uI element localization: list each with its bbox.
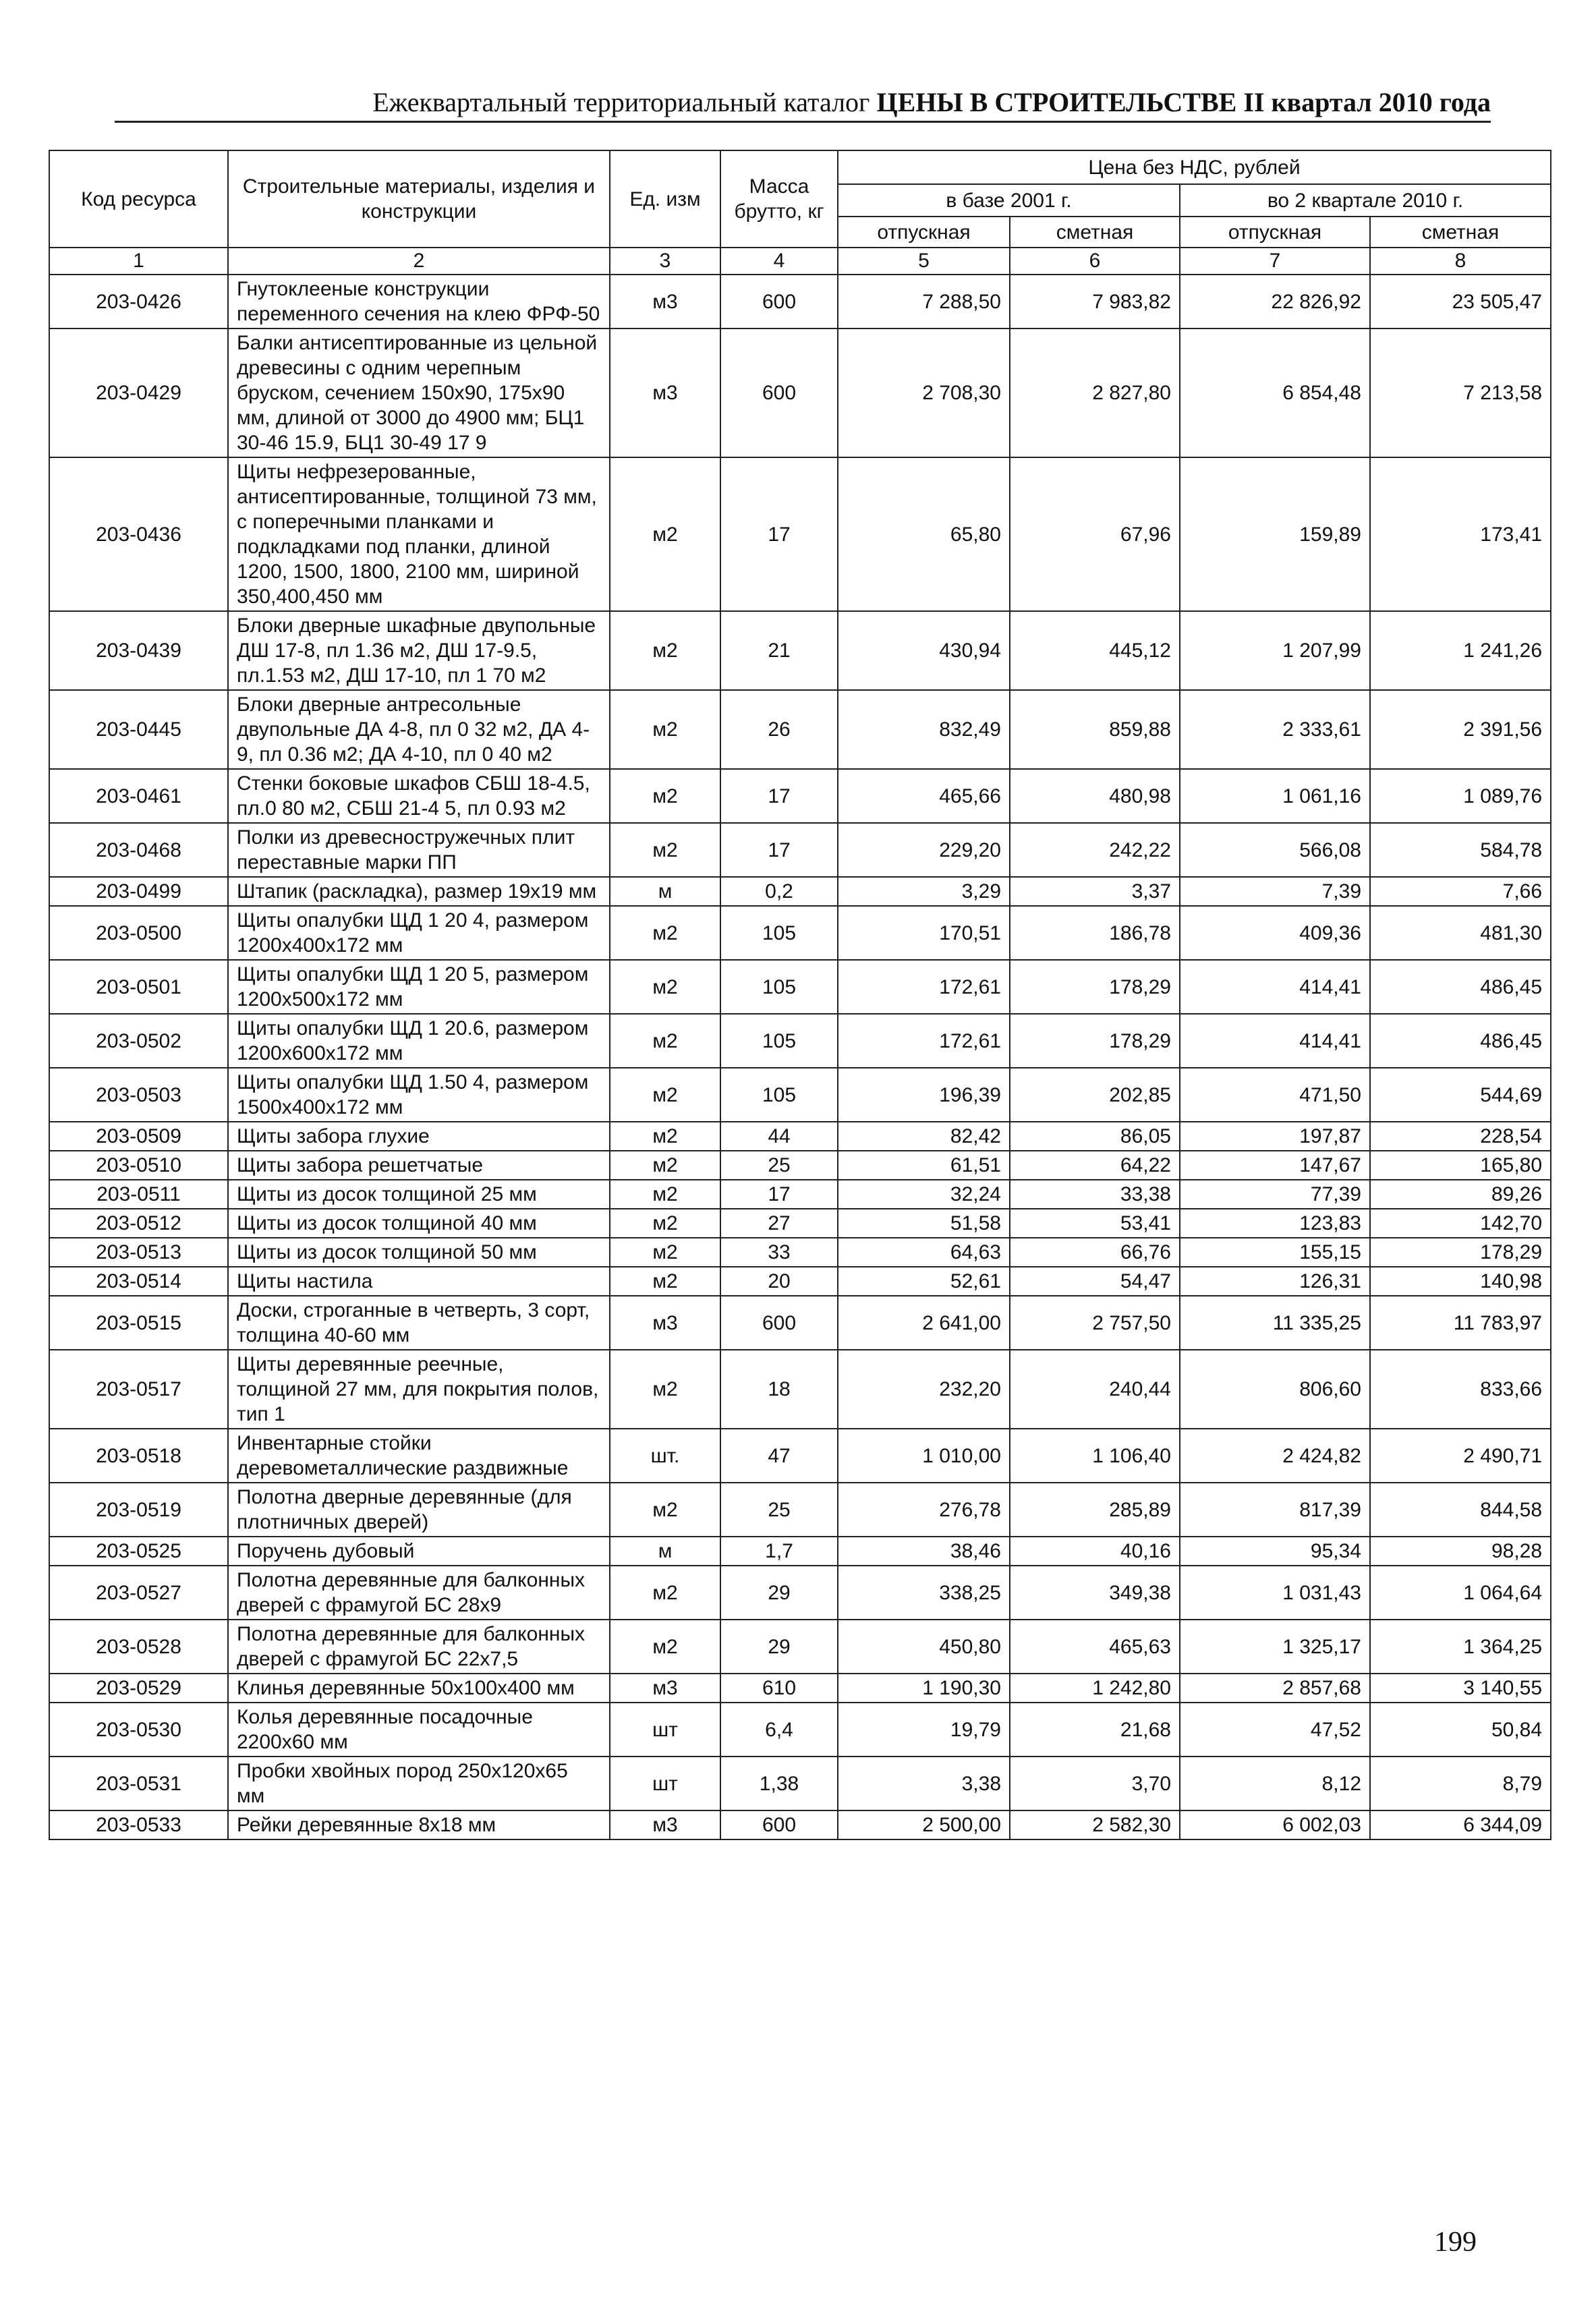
price-estimate-2001: 67,96 [1010,457,1180,611]
price-estimate-2010: 1 089,76 [1370,769,1551,823]
price-release-2010: 1 325,17 [1180,1620,1370,1674]
price-estimate-2001: 1 242,80 [1010,1674,1180,1703]
price-release-2001: 465,66 [838,769,1010,823]
resource-code: 203-0445 [49,690,228,769]
resource-code: 203-0426 [49,275,228,329]
column-number: 7 [1180,248,1370,275]
price-estimate-2001: 445,12 [1010,611,1180,690]
header-code: Код ресурса [49,150,228,248]
gross-mass: 17 [720,823,838,877]
price-release-2001: 2 708,30 [838,329,1010,457]
table-row [49,769,1551,823]
resource-code: 203-0436 [49,457,228,611]
resource-code: 203-0468 [49,823,228,877]
material-name: Полотна деревянные для балконных дверей с фрамугой БС 28х9 [228,1566,610,1620]
table-row [49,823,1551,877]
table-row [49,1429,1551,1483]
price-release-2010: 817,39 [1180,1483,1370,1537]
gross-mass: 47 [720,1429,838,1483]
material-name: Блоки дверные антресольные двупольные ДА 4-8, пл 0 32 м2, ДА 4-9, пл 0.36 м2; ДА 4-10, пл 0 40 м2 [228,690,610,769]
price-release-2010: 7,39 [1180,877,1370,906]
material-name: Полотна деревянные для балконных дверей с фрамугой БС 22х7,5 [228,1620,610,1674]
price-release-2001: 430,94 [838,611,1010,690]
resource-code: 203-0461 [49,769,228,823]
material-name: Щиты из досок толщиной 40 мм [228,1209,610,1238]
resource-code: 203-0499 [49,877,228,906]
price-release-2010: 47,52 [1180,1703,1370,1757]
page-header [115,86,1491,123]
material-name: Стенки боковые шкафов СБШ 18-4.5, пл.0 80 м2, СБШ 21-4 5, пл 0.93 м2 [228,769,610,823]
header-mass: Масса брутто, кг [720,150,838,248]
material-name: Полки из древесностружечных плит переставные марки ПП [228,823,610,877]
price-estimate-2010: 7 213,58 [1370,329,1551,457]
price-release-2010: 147,67 [1180,1151,1370,1180]
unit: м3 [610,1296,720,1350]
table-row [49,1238,1551,1267]
material-name: Гнутоклееные конструкции переменного сечения на клею ФРФ-50 [228,275,610,329]
header-release-2010: отпускная [1180,217,1370,248]
column-number: 2 [228,248,610,275]
table-row [49,1151,1551,1180]
price-release-2001: 3,29 [838,877,1010,906]
table-row [49,1122,1551,1151]
table-row [49,1014,1551,1068]
header-estimate-2001: сметная [1010,217,1180,248]
price-estimate-2001: 242,22 [1010,823,1180,877]
unit: шт [610,1703,720,1757]
price-release-2001: 65,80 [838,457,1010,611]
price-estimate-2010: 1 241,26 [1370,611,1551,690]
unit: м2 [610,1350,720,1429]
table-row [49,906,1551,960]
price-release-2001: 196,39 [838,1068,1010,1122]
resource-code: 203-0528 [49,1620,228,1674]
material-name: Клинья деревянные 50х100х400 мм [228,1674,610,1703]
price-estimate-2001: 859,88 [1010,690,1180,769]
table-row [49,611,1551,690]
price-release-2010: 6 002,03 [1180,1810,1370,1839]
unit: м2 [610,823,720,877]
resource-code: 203-0531 [49,1757,228,1810]
gross-mass: 610 [720,1674,838,1703]
price-estimate-2001: 202,85 [1010,1068,1180,1122]
unit: шт. [610,1429,720,1483]
price-release-2001: 229,20 [838,823,1010,877]
price-release-2001: 172,61 [838,1014,1010,1068]
price-release-2010: 123,83 [1180,1209,1370,1238]
price-release-2001: 32,24 [838,1180,1010,1209]
price-release-2001: 19,79 [838,1703,1010,1757]
header-prefix: Ежеквартальный территориальный каталог [372,87,870,117]
price-estimate-2010: 89,26 [1370,1180,1551,1209]
price-estimate-2010: 11 783,97 [1370,1296,1551,1350]
resource-code: 203-0527 [49,1566,228,1620]
price-estimate-2001: 40,16 [1010,1537,1180,1566]
price-estimate-2010: 7,66 [1370,877,1551,906]
gross-mass: 1,7 [720,1537,838,1566]
price-release-2001: 82,42 [838,1122,1010,1151]
unit: м2 [610,1151,720,1180]
price-release-2001: 1 190,30 [838,1674,1010,1703]
material-name: Щиты из досок толщиной 25 мм [228,1180,610,1209]
price-release-2010: 1 207,99 [1180,611,1370,690]
gross-mass: 0,2 [720,877,838,906]
unit: м3 [610,275,720,329]
table-row [49,1296,1551,1350]
column-number: 6 [1010,248,1180,275]
gross-mass: 17 [720,769,838,823]
price-release-2010: 8,12 [1180,1757,1370,1810]
unit: м2 [610,1122,720,1151]
table-row [49,1180,1551,1209]
price-release-2010: 1 031,43 [1180,1566,1370,1620]
price-release-2001: 172,61 [838,960,1010,1014]
gross-mass: 25 [720,1483,838,1537]
price-estimate-2010: 173,41 [1370,457,1551,611]
material-name: Щиты опалубки ЩД 1 20 5, размером 1200х500х172 мм [228,960,610,1014]
price-estimate-2010: 844,58 [1370,1483,1551,1537]
price-estimate-2010: 486,45 [1370,1014,1551,1068]
price-release-2001: 51,58 [838,1209,1010,1238]
unit: м3 [610,329,720,457]
column-number: 8 [1370,248,1551,275]
resource-code: 203-0429 [49,329,228,457]
resource-code: 203-0511 [49,1180,228,1209]
gross-mass: 105 [720,1014,838,1068]
material-name: Полотна дверные деревянные (для плотничных дверей) [228,1483,610,1537]
price-release-2010: 414,41 [1180,1014,1370,1068]
price-release-2010: 6 854,48 [1180,329,1370,457]
price-estimate-2001: 64,22 [1010,1151,1180,1180]
unit: м2 [610,1209,720,1238]
price-estimate-2010: 165,80 [1370,1151,1551,1180]
price-estimate-2010: 142,70 [1370,1209,1551,1238]
material-name: Штапик (раскладка), размер 19х19 мм [228,877,610,906]
resource-code: 203-0517 [49,1350,228,1429]
unit: м2 [610,769,720,823]
table-body [49,248,1551,1839]
price-release-2001: 3,38 [838,1757,1010,1810]
price-release-2010: 77,39 [1180,1180,1370,1209]
price-estimate-2001: 178,29 [1010,1014,1180,1068]
price-estimate-2001: 7 983,82 [1010,275,1180,329]
price-release-2001: 232,20 [838,1350,1010,1429]
price-release-2010: 2 424,82 [1180,1429,1370,1483]
resource-code: 203-0533 [49,1810,228,1839]
price-release-2010: 197,87 [1180,1122,1370,1151]
price-estimate-2010: 544,69 [1370,1068,1551,1122]
price-estimate-2010: 228,54 [1370,1122,1551,1151]
column-number: 3 [610,248,720,275]
gross-mass: 1,38 [720,1757,838,1810]
resource-code: 203-0500 [49,906,228,960]
price-release-2010: 22 826,92 [1180,275,1370,329]
header-base-2001: в базе 2001 г. [838,184,1180,217]
gross-mass: 29 [720,1620,838,1674]
resource-code: 203-0502 [49,1014,228,1068]
price-release-2010: 159,89 [1180,457,1370,611]
price-release-2001: 2 641,00 [838,1296,1010,1350]
price-estimate-2010: 98,28 [1370,1537,1551,1566]
price-release-2010: 414,41 [1180,960,1370,1014]
gross-mass: 17 [720,1180,838,1209]
gross-mass: 600 [720,329,838,457]
price-release-2010: 2 857,68 [1180,1674,1370,1703]
price-release-2001: 276,78 [838,1483,1010,1537]
gross-mass: 21 [720,611,838,690]
resource-code: 203-0513 [49,1238,228,1267]
material-name: Балки антисептированные из цельной древесины с одним черепным бруском, сечением 150х90, 175х90 мм, длиной от 3000 до 4900 мм; БЦ1 30-46 15.9, БЦ1 30-49 17 9 [228,329,610,457]
resource-code: 203-0525 [49,1537,228,1566]
table-row [49,1209,1551,1238]
header-name: Строительные материалы, изделия и конструкции [228,150,610,248]
price-release-2001: 64,63 [838,1238,1010,1267]
table-row [49,960,1551,1014]
price-release-2010: 2 333,61 [1180,690,1370,769]
header-release-2001: отпускная [838,217,1010,248]
unit: м2 [610,1068,720,1122]
price-estimate-2010: 2 391,56 [1370,690,1551,769]
price-estimate-2001: 33,38 [1010,1180,1180,1209]
table-row [49,1757,1551,1810]
price-estimate-2001: 2 827,80 [1010,329,1180,457]
price-release-2001: 170,51 [838,906,1010,960]
price-estimate-2010: 584,78 [1370,823,1551,877]
unit: м2 [610,906,720,960]
column-number: 5 [838,248,1010,275]
gross-mass: 600 [720,1296,838,1350]
material-name: Щиты нефрезерованные, антисептированные, толщиной 73 мм, с поперечными планками и подкладками под планки, длиной 1200, 1500, 1800, 2100 мм, шириной 350,400,450 мм [228,457,610,611]
resource-code: 203-0514 [49,1267,228,1296]
price-estimate-2010: 178,29 [1370,1238,1551,1267]
unit: м2 [610,1620,720,1674]
price-estimate-2010: 2 490,71 [1370,1429,1551,1483]
table-row [49,1566,1551,1620]
price-release-2010: 155,15 [1180,1238,1370,1267]
table-row [49,329,1551,457]
price-estimate-2001: 465,63 [1010,1620,1180,1674]
material-name: Доски, строганные в четверть, 3 сорт, толщина 40-60 мм [228,1296,610,1350]
resource-code: 203-0509 [49,1122,228,1151]
price-estimate-2010: 8,79 [1370,1757,1551,1810]
column-number: 1 [49,248,228,275]
table-row [49,1620,1551,1674]
price-release-2010: 11 335,25 [1180,1296,1370,1350]
unit: м2 [610,1180,720,1209]
gross-mass: 18 [720,1350,838,1429]
table-row [49,1350,1551,1429]
unit: шт [610,1757,720,1810]
price-release-2010: 1 061,16 [1180,769,1370,823]
material-name: Щиты настила [228,1267,610,1296]
table-row [49,1703,1551,1757]
gross-mass: 27 [720,1209,838,1238]
table-row [49,1267,1551,1296]
resource-code: 203-0510 [49,1151,228,1180]
price-release-2001: 38,46 [838,1537,1010,1566]
resource-code: 203-0519 [49,1483,228,1537]
unit: м2 [610,960,720,1014]
material-name: Инвентарные стойки деревометаллические раздвижные [228,1429,610,1483]
price-estimate-2001: 3,37 [1010,877,1180,906]
resource-code: 203-0515 [49,1296,228,1350]
header-unit: Ед. изм [610,150,720,248]
price-estimate-2001: 1 106,40 [1010,1429,1180,1483]
material-name: Блоки дверные шкафные двупольные ДШ 17-8, пл 1.36 м2, ДШ 17-9.5, пл.1.53 м2, ДШ 17-10, пл 1 70 м2 [228,611,610,690]
price-release-2001: 450,80 [838,1620,1010,1674]
table-row [49,457,1551,611]
price-release-2010: 126,31 [1180,1267,1370,1296]
price-estimate-2001: 349,38 [1010,1566,1180,1620]
resource-code: 203-0503 [49,1068,228,1122]
price-estimate-2010: 481,30 [1370,906,1551,960]
table-row [49,1537,1551,1566]
price-estimate-2010: 486,45 [1370,960,1551,1014]
gross-mass: 44 [720,1122,838,1151]
material-name: Поручень дубовый [228,1537,610,1566]
unit: м2 [610,1483,720,1537]
gross-mass: 600 [720,275,838,329]
material-name: Щиты опалубки ЩД 1.50 4, размером 1500х400х172 мм [228,1068,610,1122]
unit: м2 [610,611,720,690]
material-name: Щиты забора решетчатые [228,1151,610,1180]
price-release-2001: 61,51 [838,1151,1010,1180]
price-table [49,150,1551,1840]
table-row [49,1810,1551,1839]
table-row [49,1068,1551,1122]
price-estimate-2010: 6 344,09 [1370,1810,1551,1839]
material-name: Щиты из досок толщиной 50 мм [228,1238,610,1267]
material-name: Щиты деревянные реечные, толщиной 27 мм, для покрытия полов, тип 1 [228,1350,610,1429]
gross-mass: 33 [720,1238,838,1267]
price-estimate-2001: 2 757,50 [1010,1296,1180,1350]
unit: м [610,1537,720,1566]
gross-mass: 20 [720,1267,838,1296]
material-name: Щиты опалубки ЩД 1 20 4, размером 1200х400х172 мм [228,906,610,960]
column-number: 4 [720,248,838,275]
price-estimate-2010: 23 505,47 [1370,275,1551,329]
price-release-2010: 566,08 [1180,823,1370,877]
price-release-2010: 409,36 [1180,906,1370,960]
unit: м [610,877,720,906]
price-estimate-2010: 3 140,55 [1370,1674,1551,1703]
material-name: Рейки деревянные 8х18 мм [228,1810,610,1839]
table-row [49,690,1551,769]
gross-mass: 6,4 [720,1703,838,1757]
material-name: Щиты опалубки ЩД 1 20.6, размером 1200х600х172 мм [228,1014,610,1068]
price-estimate-2001: 86,05 [1010,1122,1180,1151]
unit: м2 [610,690,720,769]
column-number-row [49,248,1551,275]
resource-code: 203-0518 [49,1429,228,1483]
price-estimate-2001: 21,68 [1010,1703,1180,1757]
price-estimate-2010: 1 364,25 [1370,1620,1551,1674]
price-release-2001: 52,61 [838,1267,1010,1296]
resource-code: 203-0530 [49,1703,228,1757]
header-q2-2010: во 2 квартале 2010 г. [1180,184,1551,217]
header-title: ЦЕНЫ В СТРОИТЕЛЬСТВЕ II квартал 2010 года [876,87,1491,117]
header-estimate-2010: сметная [1370,217,1551,248]
price-release-2010: 95,34 [1180,1537,1370,1566]
price-estimate-2001: 66,76 [1010,1238,1180,1267]
resource-code: 203-0529 [49,1674,228,1703]
table-row [49,1674,1551,1703]
price-estimate-2001: 240,44 [1010,1350,1180,1429]
unit: м2 [610,1014,720,1068]
price-estimate-2001: 186,78 [1010,906,1180,960]
price-estimate-2001: 285,89 [1010,1483,1180,1537]
price-estimate-2001: 3,70 [1010,1757,1180,1810]
gross-mass: 29 [720,1566,838,1620]
material-name: Щиты забора глухие [228,1122,610,1151]
price-estimate-2010: 833,66 [1370,1350,1551,1429]
unit: м2 [610,1267,720,1296]
resource-code: 203-0512 [49,1209,228,1238]
price-estimate-2001: 2 582,30 [1010,1810,1180,1839]
unit: м3 [610,1674,720,1703]
price-estimate-2010: 140,98 [1370,1267,1551,1296]
price-estimate-2001: 178,29 [1010,960,1180,1014]
unit: м2 [610,1238,720,1267]
gross-mass: 25 [720,1151,838,1180]
price-estimate-2010: 1 064,64 [1370,1566,1551,1620]
gross-mass: 105 [720,906,838,960]
resource-code: 203-0439 [49,611,228,690]
price-estimate-2010: 50,84 [1370,1703,1551,1757]
price-release-2001: 832,49 [838,690,1010,769]
resource-code: 203-0501 [49,960,228,1014]
table-row [49,275,1551,329]
unit: м3 [610,1810,720,1839]
unit: м2 [610,457,720,611]
gross-mass: 105 [720,1068,838,1122]
gross-mass: 105 [720,960,838,1014]
price-release-2001: 7 288,50 [838,275,1010,329]
gross-mass: 17 [720,457,838,611]
price-estimate-2001: 54,47 [1010,1267,1180,1296]
price-release-2010: 471,50 [1180,1068,1370,1122]
table-row [49,1483,1551,1537]
unit: м2 [610,1566,720,1620]
page-number: 199 [1434,2227,1477,2258]
gross-mass: 26 [720,690,838,769]
table-row [49,877,1551,906]
header-price-group: Цена без НДС, рублей [838,150,1551,184]
price-release-2001: 2 500,00 [838,1810,1010,1839]
price-estimate-2001: 480,98 [1010,769,1180,823]
price-release-2001: 1 010,00 [838,1429,1010,1483]
material-name: Колья деревянные посадочные 2200х60 мм [228,1703,610,1757]
gross-mass: 600 [720,1810,838,1839]
material-name: Пробки хвойных пород 250х120х65 мм [228,1757,610,1810]
price-estimate-2001: 53,41 [1010,1209,1180,1238]
price-release-2010: 806,60 [1180,1350,1370,1429]
price-release-2001: 338,25 [838,1566,1010,1620]
